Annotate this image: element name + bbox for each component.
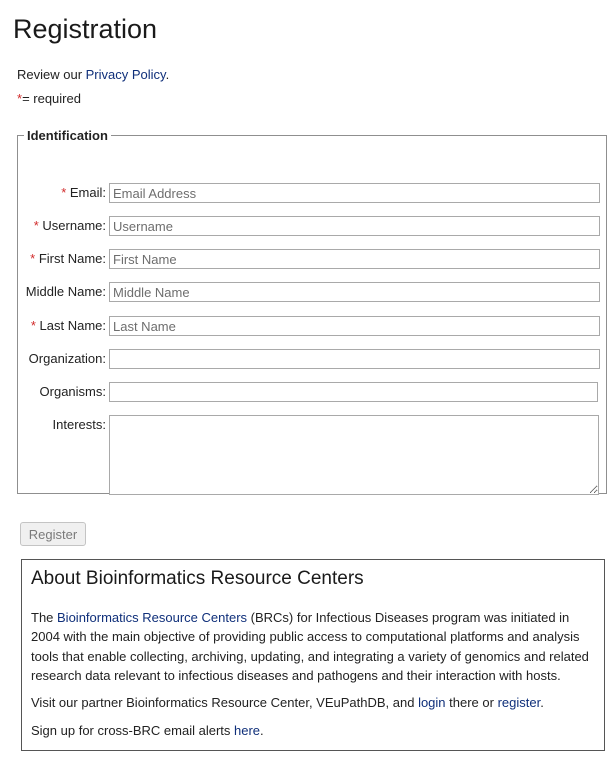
partner-middle: there or <box>445 695 498 710</box>
identification-fieldset <box>17 128 607 494</box>
about-p1-prefix: The <box>31 610 58 625</box>
privacy-suffix: . <box>165 67 170 82</box>
register-button[interactable]: Register <box>20 522 86 546</box>
email-field[interactable] <box>109 183 600 203</box>
username-label-text: Username: <box>42 218 106 233</box>
organization-label <box>18 351 106 367</box>
login-link[interactable]: login <box>418 695 446 710</box>
first-name-field[interactable] <box>109 249 600 269</box>
organization-field[interactable] <box>109 349 600 369</box>
about-description <box>31 608 595 685</box>
about-p1-text: (BRCs) for Infectious Diseases program was initiated in 2004 with the main objective of providing public access to computational platforms and analysis tools that enable collecting, archiving, updating, and integrating a variety of genomics and related research data relevant to infectious diseases and pathogens and their interaction with hosts. <box>31 610 589 683</box>
partner-notice <box>31 693 595 712</box>
page-title: Registration <box>13 14 158 44</box>
required-star: * <box>30 318 36 333</box>
partner-prefix: Visit our partner Bioinformatics Resource Center, VEuPathDB, and <box>31 695 419 710</box>
interests-textarea[interactable] <box>109 415 599 495</box>
partner-suffix: . <box>540 695 544 710</box>
middle-name-label <box>18 284 106 300</box>
username-label <box>18 218 106 234</box>
email-alerts-link[interactable]: here <box>234 723 261 738</box>
privacy-policy-link[interactable]: Privacy Policy <box>85 67 166 82</box>
email-alerts-notice <box>31 721 595 740</box>
username-field[interactable] <box>109 216 600 236</box>
privacy-notice <box>17 66 169 84</box>
required-star: * <box>30 251 36 266</box>
organisms-field[interactable] <box>109 382 598 402</box>
last-name-field[interactable] <box>109 316 600 336</box>
interests-label-text: Interests: <box>52 417 106 432</box>
interests-label <box>18 417 106 433</box>
brc-link[interactable]: Bioinformatics Resource Centers <box>57 610 248 625</box>
required-star: * <box>61 185 67 200</box>
first-name-label <box>18 251 106 267</box>
email-label <box>18 185 106 201</box>
organisms-label <box>18 384 106 400</box>
about-brc-panel <box>21 559 605 751</box>
email-label-text: Email: <box>69 185 106 200</box>
identification-legend: Identification <box>27 128 108 143</box>
alerts-prefix: Sign up for cross-BRC email alerts <box>31 723 235 738</box>
required-text: = required <box>22 91 81 106</box>
privacy-prefix: Review our <box>17 67 86 82</box>
last-name-label <box>18 318 106 334</box>
required-marker: * <box>17 91 23 106</box>
first-name-label-text: First Name: <box>38 251 106 266</box>
required-legend <box>17 90 81 108</box>
organization-label-text: Organization: <box>28 351 106 366</box>
about-title: About Bioinformatics Resource Centers <box>31 568 364 589</box>
organisms-label-text: Organisms: <box>39 384 106 399</box>
register-link[interactable]: register <box>497 695 541 710</box>
middle-name-label-text: Middle Name: <box>25 284 106 299</box>
middle-name-field[interactable] <box>109 282 600 302</box>
alerts-suffix: . <box>260 723 264 738</box>
last-name-label-text: Last Name: <box>39 318 106 333</box>
required-star: * <box>33 218 39 233</box>
